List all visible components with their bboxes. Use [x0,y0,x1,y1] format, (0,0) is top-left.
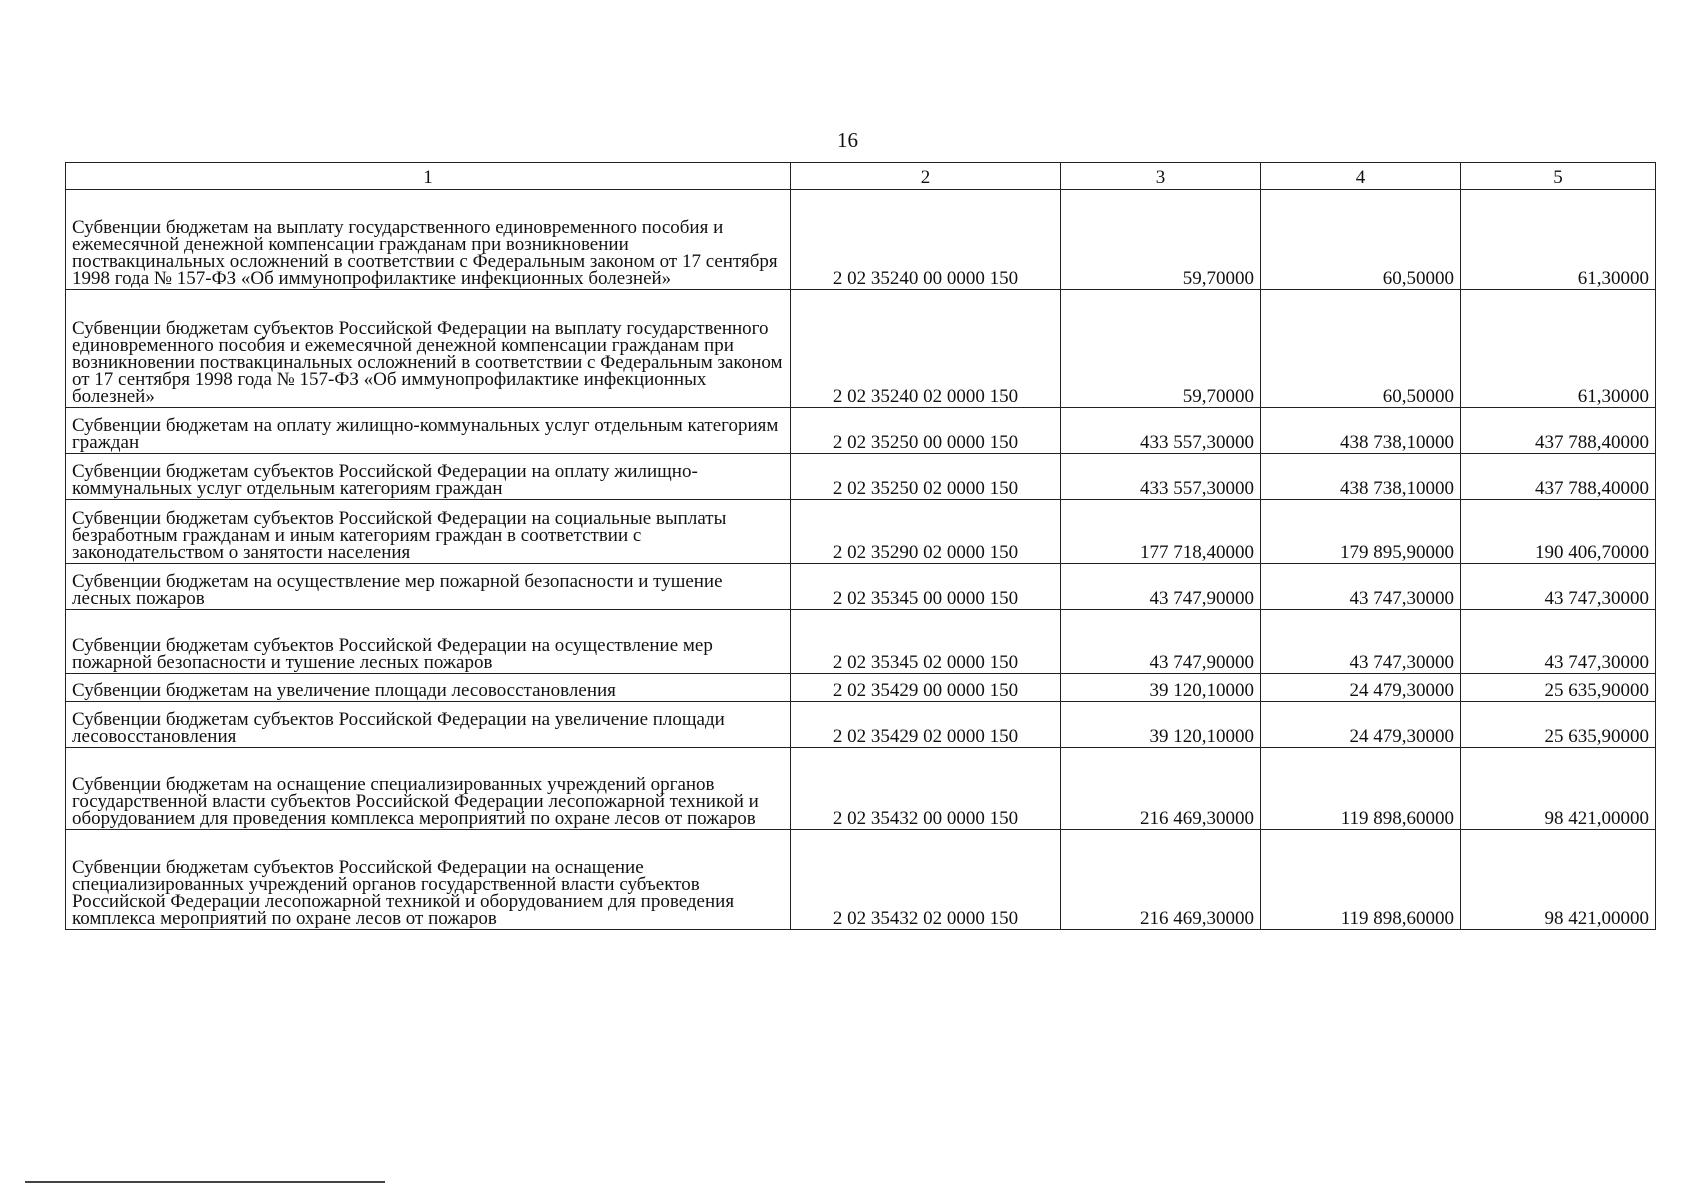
table-row [66,564,1656,610]
value-col5: 98 421,00000 [1461,830,1656,930]
table-row [66,610,1656,674]
col-header: 4 [1261,163,1461,190]
value-col3: 43 747,90000 [1061,610,1261,674]
value-col3: 177 718,40000 [1061,500,1261,564]
value-col3: 433 557,30000 [1061,454,1261,500]
footer-rule [25,1181,385,1183]
table-row [66,830,1656,930]
budget-code: 2 02 35432 00 0000 150 [791,748,1061,830]
col-header: 2 [791,163,1061,190]
table-row [66,748,1656,830]
row-description: Субвенции бюджетам на оснащение специализированных учреждений органов государственной власти субъектов Российской Федерации лесопожарной техникой и оборудованием для проведения комплекса мероприятий по охране лесов от пожаров [66,748,791,830]
value-col5: 43 747,30000 [1461,564,1656,610]
value-col5: 43 747,30000 [1461,610,1656,674]
budget-code: 2 02 35345 00 0000 150 [791,564,1061,610]
table-row [66,408,1656,454]
value-col4: 60,50000 [1261,290,1461,408]
value-col5: 25 635,90000 [1461,674,1656,702]
budget-table [65,162,1656,930]
budget-code: 2 02 35345 02 0000 150 [791,610,1061,674]
budget-code: 2 02 35250 02 0000 150 [791,454,1061,500]
budget-code: 2 02 35429 00 0000 150 [791,674,1061,702]
value-col5: 61,30000 [1461,190,1656,290]
value-col4: 43 747,30000 [1261,564,1461,610]
col-header: 3 [1061,163,1261,190]
value-col5: 98 421,00000 [1461,748,1656,830]
row-description: Субвенции бюджетам субъектов Российской Федерации на социальные выплаты безработным гражданам и иным категориям граждан в соответствии с законодательством о занятости населения [66,500,791,564]
value-col4: 438 738,10000 [1261,408,1461,454]
row-description: Субвенции бюджетам на оплату жилищно-коммунальных услуг отдельным категориям граждан [66,408,791,454]
value-col3: 39 120,10000 [1061,702,1261,748]
col-header: 5 [1461,163,1656,190]
row-description: Субвенции бюджетам на осуществление мер пожарной безопасности и тушение лесных пожаров [66,564,791,610]
row-description: Субвенции бюджетам на увеличение площади лесовосстановления [66,674,791,702]
value-col4: 119 898,60000 [1261,748,1461,830]
table-row [66,674,1656,702]
page-number: 16 [837,128,858,152]
row-description: Субвенции бюджетам на выплату государственного единовременного пособия и ежемесячной денежной компенсации гражданам при возникновении поствакцинальных осложнений в соответствии с Федеральным законом от 17 сентября 1998 года № 157-ФЗ «Об иммунопрофилактике инфекционных болезней» [66,190,791,290]
value-col3: 39 120,10000 [1061,674,1261,702]
table-row [66,702,1656,748]
value-col5: 61,30000 [1461,290,1656,408]
value-col3: 59,70000 [1061,190,1261,290]
table-row [66,290,1656,408]
value-col4: 24 479,30000 [1261,702,1461,748]
table-row [66,190,1656,290]
row-description: Субвенции бюджетам субъектов Российской Федерации на оплату жилищно-коммунальных услуг отдельным категориям граждан [66,454,791,500]
value-col5: 25 635,90000 [1461,702,1656,748]
value-col4: 438 738,10000 [1261,454,1461,500]
value-col5: 190 406,70000 [1461,500,1656,564]
value-col4: 43 747,30000 [1261,610,1461,674]
value-col5: 437 788,40000 [1461,454,1656,500]
table-row [66,454,1656,500]
table-row [66,500,1656,564]
budget-code: 2 02 35240 02 0000 150 [791,290,1061,408]
row-description: Субвенции бюджетам субъектов Российской Федерации на оснащение специализированных учреждений органов государственной власти субъектов Российской Федерации лесопожарной техникой и оборудованием для проведения комплекса мероприятий по охране лесов от пожаров [66,830,791,930]
col-header: 1 [66,163,791,190]
value-col3: 433 557,30000 [1061,408,1261,454]
value-col3: 43 747,90000 [1061,564,1261,610]
value-col3: 216 469,30000 [1061,748,1261,830]
row-description: Субвенции бюджетам субъектов Российской Федерации на выплату государственного единовременного пособия и ежемесячной денежной компенсации гражданам при возникновении поствакцинальных осложнений в соответствии с Федеральным законом от 17 сентября 1998 года № 157-ФЗ «Об иммунопрофилактике инфекционных болезней» [66,290,791,408]
row-description: Субвенции бюджетам субъектов Российской Федерации на увеличение площади лесовосстановления [66,702,791,748]
budget-code: 2 02 35240 00 0000 150 [791,190,1061,290]
header-row [66,163,1656,190]
budget-code: 2 02 35250 00 0000 150 [791,408,1061,454]
row-description: Субвенции бюджетам субъектов Российской Федерации на осуществление мер пожарной безопасности и тушение лесных пожаров [66,610,791,674]
value-col5: 437 788,40000 [1461,408,1656,454]
value-col3: 216 469,30000 [1061,830,1261,930]
value-col4: 60,50000 [1261,190,1461,290]
value-col4: 179 895,90000 [1261,500,1461,564]
budget-code: 2 02 35432 02 0000 150 [791,830,1061,930]
budget-code: 2 02 35429 02 0000 150 [791,702,1061,748]
value-col4: 24 479,30000 [1261,674,1461,702]
value-col3: 59,70000 [1061,290,1261,408]
value-col4: 119 898,60000 [1261,830,1461,930]
budget-code: 2 02 35290 02 0000 150 [791,500,1061,564]
